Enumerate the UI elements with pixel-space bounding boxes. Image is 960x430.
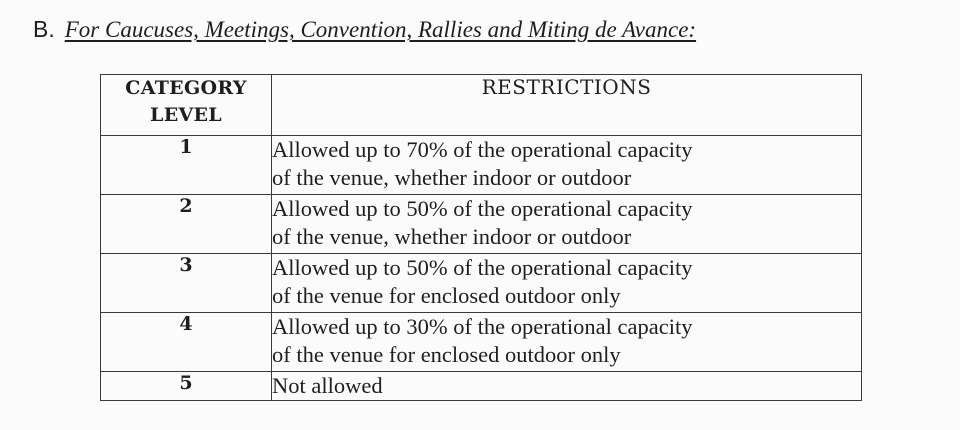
restriction-line: Allowed up to 50% of the operational capacity [272, 255, 693, 280]
level-cell: 1 [101, 136, 272, 195]
restriction-line: of the venue for enclosed outdoor only [272, 283, 621, 308]
restriction-cell [272, 254, 862, 313]
table-row [101, 372, 862, 401]
restriction-cell [272, 136, 862, 195]
level-cell: 2 [101, 195, 272, 254]
table-row [101, 254, 862, 313]
section-prefix: B. [33, 16, 55, 42]
restrictions-table [100, 74, 862, 401]
restriction-line: of the venue for enclosed outdoor only [272, 342, 621, 367]
section-heading [33, 14, 696, 45]
restriction-cell [272, 372, 862, 401]
restriction-line: Allowed up to 30% of the operational capacity [272, 314, 693, 339]
restriction-line: Not allowed [272, 373, 383, 398]
restriction-line: of the venue, whether indoor or outdoor [272, 165, 632, 190]
restriction-line: Allowed up to 50% of the operational capacity [272, 196, 693, 221]
restriction-line: of the venue, whether indoor or outdoor [272, 224, 632, 249]
header-category-level [101, 75, 272, 136]
level-cell: 5 [101, 372, 272, 401]
table-row [101, 136, 862, 195]
header-category-line2: LEVEL [150, 104, 222, 126]
restriction-line: Allowed up to 70% of the operational capacity [272, 137, 693, 162]
level-cell: 3 [101, 254, 272, 313]
level-cell: 4 [101, 313, 272, 372]
header-restrictions: RESTRICTIONS [272, 75, 862, 136]
header-category-line1: CATEGORY [125, 77, 247, 99]
restriction-cell [272, 195, 862, 254]
table-row [101, 195, 862, 254]
table-row [101, 313, 862, 372]
restriction-cell [272, 313, 862, 372]
table-header-row [101, 75, 862, 136]
section-title: For Caucuses, Meetings, Convention, Rallies and Miting de Avance: [64, 17, 697, 42]
